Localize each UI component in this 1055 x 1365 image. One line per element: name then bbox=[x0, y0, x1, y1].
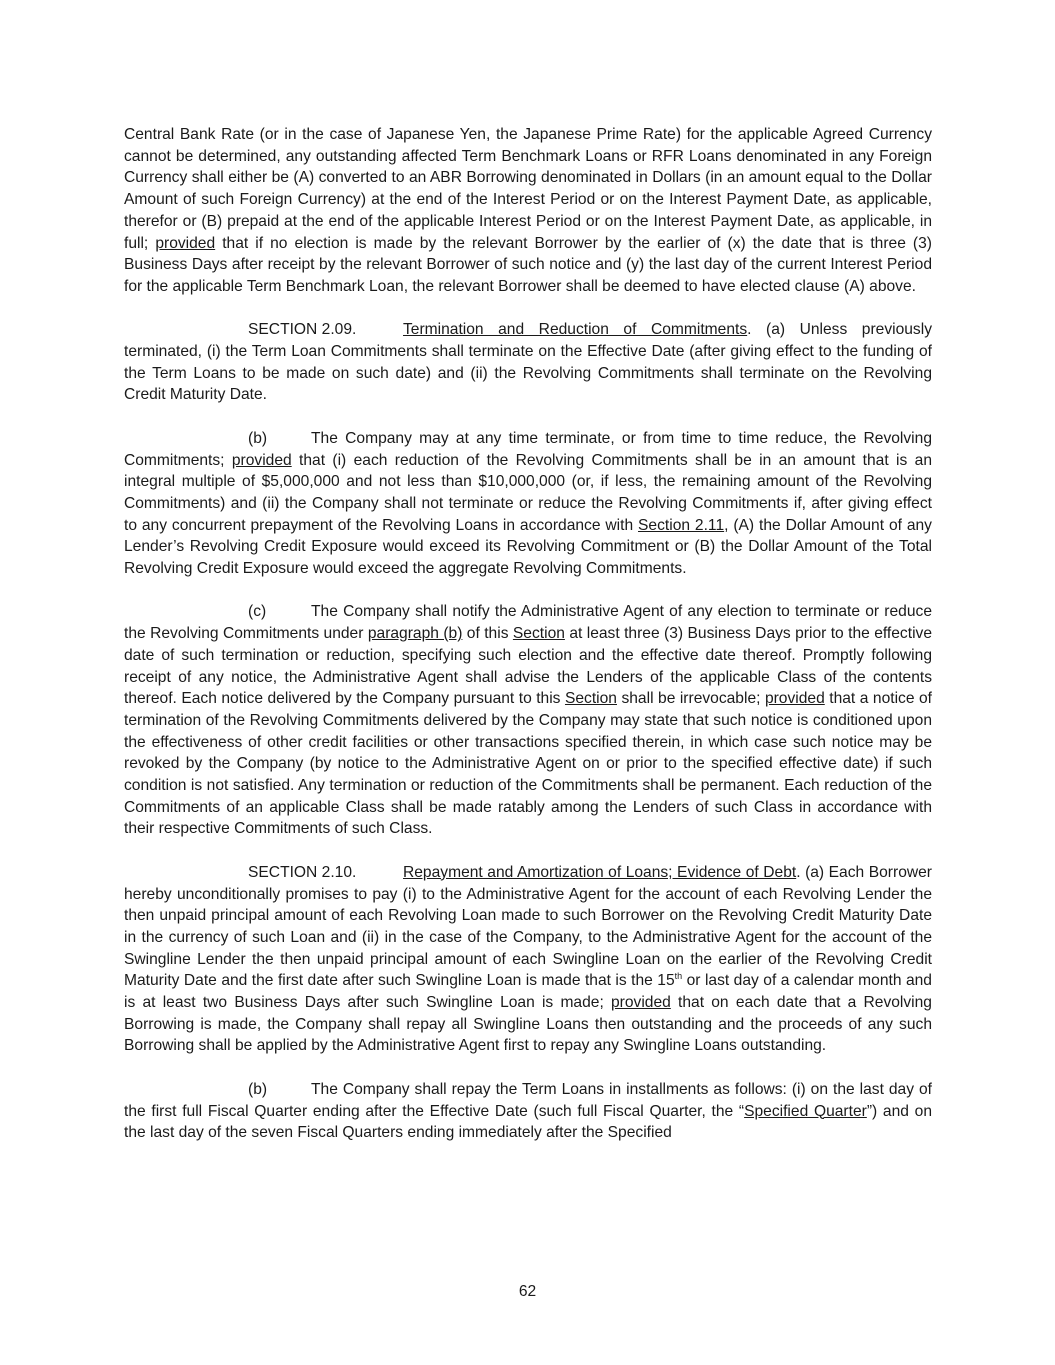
provided-term: provided bbox=[231, 451, 292, 469]
section-2-10 bbox=[124, 862, 932, 1057]
ordinal-superscript: th bbox=[674, 971, 683, 982]
document-body bbox=[124, 124, 932, 1166]
para-text: , (A) the Dollar Amount of any Lender’s Revolving Credit Exposure would exceed its Revolving Commitment or (B) the Dollar Amount of the Total Revolving Credit Exposure would exceed the aggregate Revolving Commitments. bbox=[124, 516, 932, 578]
section-heading: Repayment and Amortization of Loans; Evidence of Debt bbox=[403, 863, 797, 881]
provided-term: provided bbox=[764, 690, 825, 708]
section-number: SECTION 2.09. bbox=[248, 321, 357, 339]
para-text: at least three (3) Business Days prior to the effective date of such termination or reduction, specifying such election and the effective date thereof. Promptly following receipt of any notice, the Administrative Agent shall advise the Lenders of the applicable Class of the contents thereof. Each notice delivered by the Company pursuant to this bbox=[124, 625, 932, 708]
section-2-10-b bbox=[124, 1079, 932, 1144]
paragraph-reference: paragraph (b) bbox=[367, 625, 463, 643]
para-text: . (a) Unless previously terminated, (i) the Term Loan Commitments shall terminate on the Effective Date (after giving effect to the funding of the Term Loans to be made on such date) and (ii) the Revolving Commitments shall terminate on the Revolving Credit Maturity Date. bbox=[124, 321, 932, 404]
section-reference: Section bbox=[564, 690, 617, 708]
para-text: that on each date that a Revolving Borrowing is made, the Company shall repay all Swingline Loans then outstanding and the proceeds of any such Borrowing shall be applied by the Administrative Agent first to repay any Swingline Loans outstanding. bbox=[124, 994, 932, 1055]
para-text: or last day of a calendar month and is at least two Business Days after such Swingline Loan is made; bbox=[124, 972, 932, 1012]
para-text: of this bbox=[462, 625, 513, 643]
section-heading: Termination and Reduction of Commitments bbox=[403, 321, 748, 339]
para-text: . (a) Each Borrower hereby unconditionally promises to pay (i) to the Administrative Agent for the account of each Revolving Lender the then unpaid principal amount of each Revolving Loan made to such Borrower on the Revolving Credit Maturity Date in the currency of such Loan and (ii) in the case of the Company, to the Administrative Agent for the account of the Swingline Lender the then unpaid principal amount of each Swingline Loan on the earlier of the Revolving Credit Maturity Date and the first date after such Swingline Loan is made that is the 15 bbox=[124, 863, 932, 990]
para-text: ”) and on the last day of the seven Fiscal Quarters ending immediately after the Specified bbox=[124, 1102, 932, 1142]
provided-term: provided bbox=[155, 234, 216, 252]
para-text: Central Bank Rate (or in the case of Japanese Yen, the Japanese Prime Rate) for the applicable Agreed Currency cannot be determined, any outstanding affected Term Benchmark Loans or RFR Loans denominated in any Foreign Currency shall either be (A) converted to an ABR Borrowing denominated in Dollars (in an amount equal to the Dollar Amount of such Foreign Currency) at the end of the Interest Period or on the Interest Payment Date, as applicable, therefor or (B) prepaid at the end of the applicable Interest Period or on the Interest Payment Date, as applicable, in full; bbox=[124, 126, 932, 252]
para-text: The Company shall notify the Administrative Agent of any election to terminate or reduce the Revolving Commitments under bbox=[124, 603, 932, 643]
para-text: that if no election is made by the relevant Borrower by the earlier of (x) the date that is three (3) Business Days after receipt by the relevant Borrower of such notice and (y) the last day of the current Interest Period for the applicable Term Benchmark Loan, the relevant Borrower shall be deemed to have elected clause (A) above. bbox=[124, 234, 932, 295]
defined-term: Specified Quarter bbox=[744, 1102, 867, 1120]
section-reference: Section 2.11 bbox=[638, 516, 725, 534]
section-2-09 bbox=[124, 319, 932, 406]
para-text: shall be irrevocable; bbox=[616, 690, 765, 708]
para-text: that (i) each reduction of the Revolving Commitments shall be in an amount that is an integral multiple of $5,000,000 and not less than $10,000,000 (or, if less, the remaining amount of the Revolving Commitments) and (ii) the Company shall not terminate or reduce the Revolving Commitments if, after giving effect to any concurrent prepayment of the Revolving Loans in accordance with bbox=[124, 451, 932, 534]
section-number: SECTION 2.10. bbox=[248, 863, 357, 881]
page-number: 62 bbox=[518, 1283, 537, 1300]
subsection-label: (b) bbox=[248, 1080, 268, 1098]
section-2-09-c bbox=[124, 601, 932, 840]
para-text: The Company may at any time terminate, or from time to time reduce, the Revolving Commitments; bbox=[124, 429, 932, 469]
subsection-label: (c) bbox=[248, 603, 267, 621]
para-text: The Company shall repay the Term Loans in installments as follows: (i) on the last day of the first full Fiscal Quarter ending after the Effective Date (such full Fiscal Quarter, the “ bbox=[124, 1080, 932, 1120]
paragraph-continuation bbox=[124, 124, 932, 298]
subsection-label: (b) bbox=[248, 429, 268, 447]
provided-term: provided bbox=[611, 994, 671, 1012]
section-reference: Section bbox=[512, 625, 565, 643]
para-text: that a notice of termination of the Revolving Commitments delivered by the Company may state that such notice is conditioned upon the effectiveness of other credit facilities or other transactions specified therein, in which case such notice may be revoked by the Company (by notice to the Administrative Agent on or prior to the specified effective date) if such condition is not satisfied. Any termination or reduction of the Commitments shall be permanent. Each reduction of the Commitments of an applicable Class shall be made ratably among the Lenders of such Class in accordance with their respective Commitments of such Class. bbox=[124, 690, 932, 838]
section-2-09-b bbox=[124, 428, 932, 580]
